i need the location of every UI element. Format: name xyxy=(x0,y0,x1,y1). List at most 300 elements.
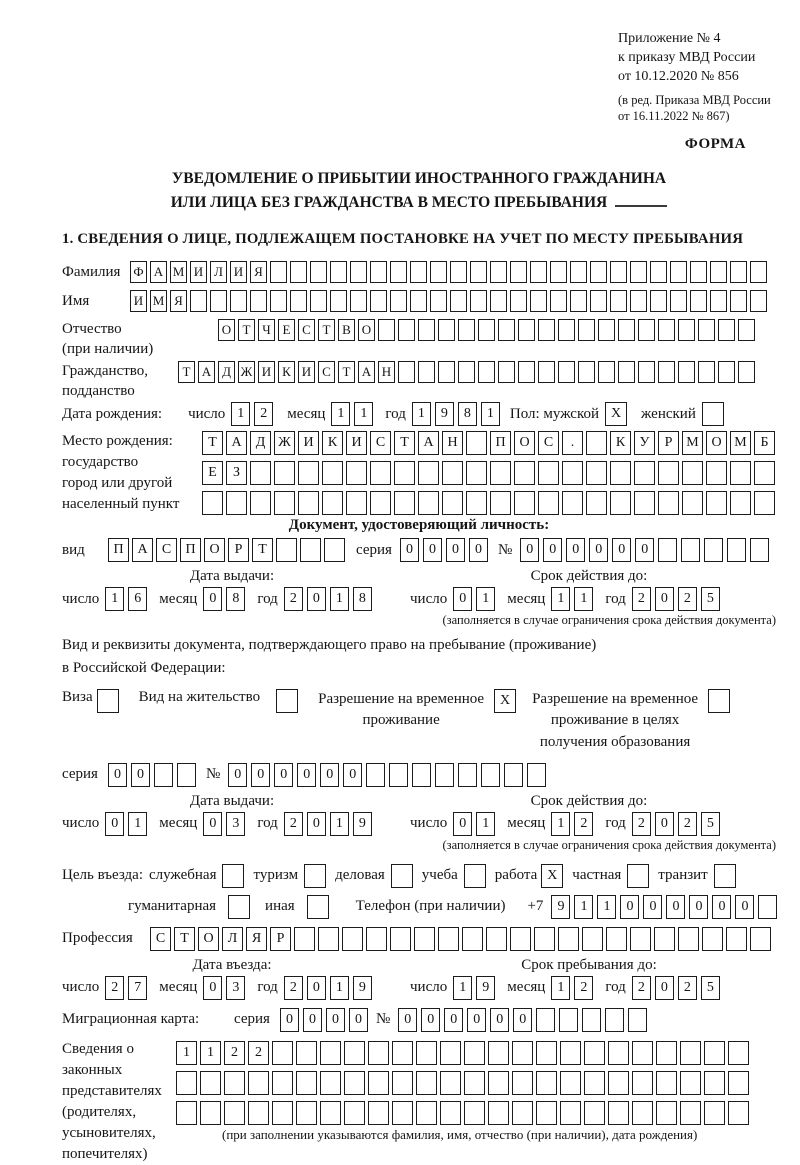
char-cell[interactable] xyxy=(296,1101,317,1125)
char-cell[interactable] xyxy=(298,491,319,515)
char-cell[interactable] xyxy=(410,290,427,312)
char-cell[interactable]: 1 xyxy=(597,895,616,919)
char-cell[interactable] xyxy=(558,319,575,341)
char-cell[interactable]: 0 xyxy=(589,538,608,562)
char-cell[interactable] xyxy=(498,361,515,383)
char-cell[interactable]: 0 xyxy=(108,763,127,787)
char-cell[interactable] xyxy=(514,461,535,485)
char-cell[interactable]: 0 xyxy=(712,895,731,919)
char-cell[interactable] xyxy=(730,261,747,283)
char-cell[interactable] xyxy=(190,290,207,312)
char-cell[interactable]: 8 xyxy=(353,587,372,611)
char-cell[interactable] xyxy=(656,1071,677,1095)
char-cell[interactable] xyxy=(558,361,575,383)
char-cell[interactable]: 0 xyxy=(131,763,150,787)
char-cell[interactable] xyxy=(584,1071,605,1095)
char-cell[interactable]: Т xyxy=(338,361,355,383)
purpose-other-checkbox[interactable] xyxy=(307,895,329,919)
char-cell[interactable]: Л xyxy=(210,261,227,283)
char-cell[interactable] xyxy=(730,461,751,485)
char-cell[interactable] xyxy=(368,1071,389,1095)
char-cell[interactable] xyxy=(632,1041,653,1065)
char-cell[interactable]: 0 xyxy=(444,1008,463,1032)
char-cell[interactable] xyxy=(590,261,607,283)
char-cell[interactable] xyxy=(270,261,287,283)
char-cell[interactable] xyxy=(224,1101,245,1125)
char-cell[interactable] xyxy=(177,763,196,787)
char-cell[interactable]: 1 xyxy=(551,587,570,611)
char-cell[interactable]: 0 xyxy=(203,812,222,836)
char-cell[interactable] xyxy=(296,1071,317,1095)
char-cell[interactable] xyxy=(514,491,535,515)
char-cell[interactable]: М xyxy=(150,290,167,312)
char-cell[interactable] xyxy=(586,461,607,485)
char-cell[interactable]: 2 xyxy=(254,402,273,426)
char-cell[interactable] xyxy=(586,431,607,455)
char-cell[interactable] xyxy=(598,319,615,341)
char-cell[interactable] xyxy=(366,763,385,787)
char-cell[interactable] xyxy=(274,461,295,485)
char-cell[interactable]: М xyxy=(170,261,187,283)
char-cell[interactable] xyxy=(728,1041,749,1065)
char-cell[interactable] xyxy=(346,461,367,485)
char-cell[interactable] xyxy=(678,319,695,341)
char-cell[interactable] xyxy=(536,1041,557,1065)
char-cell[interactable] xyxy=(488,1041,509,1065)
char-cell[interactable] xyxy=(656,1041,677,1065)
char-cell[interactable] xyxy=(638,319,655,341)
char-cell[interactable] xyxy=(318,927,339,951)
char-cell[interactable] xyxy=(154,763,173,787)
char-cell[interactable] xyxy=(630,927,651,951)
char-cell[interactable] xyxy=(342,927,363,951)
char-cell[interactable]: 0 xyxy=(203,976,222,1000)
char-cell[interactable]: 9 xyxy=(353,812,372,836)
char-cell[interactable]: 0 xyxy=(326,1008,345,1032)
char-cell[interactable] xyxy=(310,261,327,283)
char-cell[interactable] xyxy=(250,461,271,485)
char-cell[interactable]: П xyxy=(108,538,129,562)
char-cell[interactable] xyxy=(370,261,387,283)
char-cell[interactable]: И xyxy=(130,290,147,312)
char-cell[interactable] xyxy=(698,361,715,383)
char-cell[interactable]: 1 xyxy=(453,976,472,1000)
char-cell[interactable] xyxy=(346,491,367,515)
char-cell[interactable] xyxy=(230,290,247,312)
char-cell[interactable] xyxy=(610,491,631,515)
char-cell[interactable] xyxy=(322,461,343,485)
char-cell[interactable] xyxy=(464,1071,485,1095)
char-cell[interactable]: 0 xyxy=(513,1008,532,1032)
char-cell[interactable] xyxy=(632,1101,653,1125)
char-cell[interactable]: 0 xyxy=(543,538,562,562)
char-cell[interactable] xyxy=(466,491,487,515)
visa-checkbox[interactable] xyxy=(97,689,119,713)
char-cell[interactable]: 0 xyxy=(453,812,472,836)
char-cell[interactable] xyxy=(368,1041,389,1065)
char-cell[interactable] xyxy=(272,1071,293,1095)
char-cell[interactable]: 8 xyxy=(458,402,477,426)
char-cell[interactable]: 2 xyxy=(632,812,651,836)
char-cell[interactable] xyxy=(562,491,583,515)
char-cell[interactable] xyxy=(442,491,463,515)
char-cell[interactable]: 9 xyxy=(435,402,454,426)
char-cell[interactable]: 1 xyxy=(551,812,570,836)
char-cell[interactable] xyxy=(290,261,307,283)
char-cell[interactable] xyxy=(670,290,687,312)
char-cell[interactable]: 7 xyxy=(128,976,147,1000)
char-cell[interactable]: Я xyxy=(250,261,267,283)
char-cell[interactable] xyxy=(638,361,655,383)
char-cell[interactable] xyxy=(330,290,347,312)
char-cell[interactable]: 0 xyxy=(666,895,685,919)
purpose-private-checkbox[interactable] xyxy=(627,864,649,888)
char-cell[interactable]: 0 xyxy=(423,538,442,562)
char-cell[interactable] xyxy=(730,491,751,515)
char-cell[interactable] xyxy=(320,1101,341,1125)
char-cell[interactable] xyxy=(430,261,447,283)
char-cell[interactable]: 0 xyxy=(655,812,674,836)
char-cell[interactable] xyxy=(650,290,667,312)
char-cell[interactable]: К xyxy=(322,431,343,455)
purpose-work-checkbox[interactable]: X xyxy=(541,864,563,888)
char-cell[interactable] xyxy=(678,927,699,951)
char-cell[interactable] xyxy=(224,1071,245,1095)
char-cell[interactable]: 1 xyxy=(476,587,495,611)
char-cell[interactable]: 0 xyxy=(307,976,326,1000)
char-cell[interactable] xyxy=(510,290,527,312)
char-cell[interactable] xyxy=(370,461,391,485)
char-cell[interactable]: 2 xyxy=(632,976,651,1000)
char-cell[interactable]: 0 xyxy=(228,763,247,787)
char-cell[interactable] xyxy=(538,361,555,383)
char-cell[interactable] xyxy=(290,290,307,312)
char-cell[interactable]: 1 xyxy=(176,1041,197,1065)
char-cell[interactable] xyxy=(438,319,455,341)
char-cell[interactable]: 1 xyxy=(330,812,349,836)
char-cell[interactable]: 0 xyxy=(689,895,708,919)
char-cell[interactable] xyxy=(550,261,567,283)
char-cell[interactable]: Е xyxy=(202,461,223,485)
char-cell[interactable] xyxy=(498,319,515,341)
char-cell[interactable] xyxy=(490,491,511,515)
char-cell[interactable] xyxy=(418,361,435,383)
char-cell[interactable]: А xyxy=(418,431,439,455)
char-cell[interactable]: 0 xyxy=(297,763,316,787)
char-cell[interactable] xyxy=(704,1101,725,1125)
char-cell[interactable] xyxy=(248,1071,269,1095)
char-cell[interactable]: В xyxy=(338,319,355,341)
char-cell[interactable]: Я xyxy=(246,927,267,951)
char-cell[interactable] xyxy=(512,1071,533,1095)
char-cell[interactable] xyxy=(560,1101,581,1125)
char-cell[interactable] xyxy=(682,491,703,515)
char-cell[interactable] xyxy=(418,491,439,515)
char-cell[interactable] xyxy=(630,290,647,312)
char-cell[interactable]: 0 xyxy=(612,538,631,562)
char-cell[interactable]: И xyxy=(298,431,319,455)
char-cell[interactable] xyxy=(618,319,635,341)
char-cell[interactable]: 1 xyxy=(574,895,593,919)
char-cell[interactable]: О xyxy=(198,927,219,951)
char-cell[interactable] xyxy=(690,261,707,283)
char-cell[interactable]: 2 xyxy=(632,587,651,611)
char-cell[interactable] xyxy=(560,1071,581,1095)
char-cell[interactable]: И xyxy=(190,261,207,283)
char-cell[interactable] xyxy=(658,361,675,383)
char-cell[interactable]: 0 xyxy=(520,538,539,562)
char-cell[interactable] xyxy=(200,1071,221,1095)
char-cell[interactable] xyxy=(320,1071,341,1095)
char-cell[interactable]: 1 xyxy=(354,402,373,426)
char-cell[interactable]: 0 xyxy=(320,763,339,787)
char-cell[interactable]: 0 xyxy=(251,763,270,787)
char-cell[interactable] xyxy=(750,261,767,283)
char-cell[interactable] xyxy=(704,1071,725,1095)
purpose-study-checkbox[interactable] xyxy=(464,864,486,888)
char-cell[interactable]: С xyxy=(370,431,391,455)
char-cell[interactable]: 0 xyxy=(203,587,222,611)
char-cell[interactable] xyxy=(710,261,727,283)
char-cell[interactable]: 8 xyxy=(226,587,245,611)
char-cell[interactable] xyxy=(582,927,603,951)
char-cell[interactable]: Я xyxy=(170,290,187,312)
char-cell[interactable] xyxy=(294,927,315,951)
char-cell[interactable] xyxy=(324,538,345,562)
char-cell[interactable] xyxy=(618,361,635,383)
char-cell[interactable] xyxy=(398,319,415,341)
char-cell[interactable]: Д xyxy=(250,431,271,455)
char-cell[interactable] xyxy=(458,319,475,341)
char-cell[interactable] xyxy=(470,290,487,312)
char-cell[interactable]: 3 xyxy=(226,812,245,836)
char-cell[interactable]: К xyxy=(610,431,631,455)
char-cell[interactable] xyxy=(394,461,415,485)
char-cell[interactable] xyxy=(398,361,415,383)
char-cell[interactable] xyxy=(634,491,655,515)
char-cell[interactable] xyxy=(726,927,747,951)
char-cell[interactable] xyxy=(416,1101,437,1125)
char-cell[interactable]: И xyxy=(258,361,275,383)
char-cell[interactable]: 0 xyxy=(643,895,662,919)
char-cell[interactable]: О xyxy=(204,538,225,562)
char-cell[interactable] xyxy=(458,763,477,787)
char-cell[interactable] xyxy=(202,491,223,515)
sex-female-checkbox[interactable] xyxy=(702,402,724,426)
char-cell[interactable]: И xyxy=(230,261,247,283)
char-cell[interactable] xyxy=(466,461,487,485)
char-cell[interactable] xyxy=(368,1101,389,1125)
char-cell[interactable] xyxy=(458,361,475,383)
char-cell[interactable] xyxy=(504,763,523,787)
char-cell[interactable] xyxy=(538,319,555,341)
char-cell[interactable] xyxy=(538,491,559,515)
char-cell[interactable] xyxy=(590,290,607,312)
char-cell[interactable] xyxy=(550,290,567,312)
char-cell[interactable]: 0 xyxy=(400,538,419,562)
char-cell[interactable] xyxy=(200,1101,221,1125)
char-cell[interactable] xyxy=(392,1101,413,1125)
char-cell[interactable]: 1 xyxy=(128,812,147,836)
char-cell[interactable]: Р xyxy=(658,431,679,455)
char-cell[interactable] xyxy=(628,1008,647,1032)
char-cell[interactable]: 2 xyxy=(678,976,697,1000)
char-cell[interactable]: О xyxy=(218,319,235,341)
char-cell[interactable] xyxy=(210,290,227,312)
char-cell[interactable] xyxy=(176,1101,197,1125)
char-cell[interactable] xyxy=(728,1101,749,1125)
char-cell[interactable] xyxy=(450,261,467,283)
char-cell[interactable]: 1 xyxy=(476,812,495,836)
char-cell[interactable]: 1 xyxy=(330,976,349,1000)
char-cell[interactable]: Ж xyxy=(238,361,255,383)
char-cell[interactable] xyxy=(536,1071,557,1095)
char-cell[interactable] xyxy=(510,261,527,283)
char-cell[interactable] xyxy=(702,927,723,951)
char-cell[interactable]: 0 xyxy=(635,538,654,562)
char-cell[interactable]: С xyxy=(298,319,315,341)
char-cell[interactable]: 1 xyxy=(481,402,500,426)
char-cell[interactable]: 0 xyxy=(280,1008,299,1032)
char-cell[interactable]: 1 xyxy=(331,402,350,426)
char-cell[interactable]: Р xyxy=(228,538,249,562)
char-cell[interactable] xyxy=(344,1071,365,1095)
char-cell[interactable]: Н xyxy=(442,431,463,455)
char-cell[interactable] xyxy=(718,361,735,383)
char-cell[interactable] xyxy=(226,491,247,515)
char-cell[interactable]: 0 xyxy=(398,1008,417,1032)
char-cell[interactable]: О xyxy=(514,431,535,455)
char-cell[interactable] xyxy=(658,538,677,562)
char-cell[interactable] xyxy=(690,290,707,312)
char-cell[interactable]: . xyxy=(562,431,583,455)
char-cell[interactable]: 2 xyxy=(678,587,697,611)
char-cell[interactable] xyxy=(598,361,615,383)
char-cell[interactable] xyxy=(754,491,775,515)
char-cell[interactable] xyxy=(418,319,435,341)
char-cell[interactable]: П xyxy=(490,431,511,455)
char-cell[interactable] xyxy=(370,290,387,312)
char-cell[interactable] xyxy=(392,1071,413,1095)
char-cell[interactable] xyxy=(534,927,555,951)
char-cell[interactable]: А xyxy=(132,538,153,562)
char-cell[interactable]: 1 xyxy=(330,587,349,611)
char-cell[interactable]: 5 xyxy=(701,812,720,836)
char-cell[interactable] xyxy=(610,261,627,283)
purpose-commercial-checkbox[interactable] xyxy=(391,864,413,888)
char-cell[interactable] xyxy=(412,763,431,787)
char-cell[interactable]: 3 xyxy=(226,976,245,1000)
char-cell[interactable] xyxy=(490,261,507,283)
char-cell[interactable]: Т xyxy=(252,538,273,562)
char-cell[interactable]: Ч xyxy=(258,319,275,341)
char-cell[interactable]: 0 xyxy=(453,587,472,611)
char-cell[interactable]: 1 xyxy=(200,1041,221,1065)
char-cell[interactable]: М xyxy=(682,431,703,455)
char-cell[interactable] xyxy=(706,491,727,515)
char-cell[interactable] xyxy=(462,927,483,951)
char-cell[interactable] xyxy=(310,290,327,312)
char-cell[interactable]: 9 xyxy=(353,976,372,1000)
char-cell[interactable] xyxy=(416,1071,437,1095)
char-cell[interactable] xyxy=(478,319,495,341)
char-cell[interactable] xyxy=(680,1101,701,1125)
char-cell[interactable]: 0 xyxy=(469,538,488,562)
char-cell[interactable] xyxy=(608,1041,629,1065)
char-cell[interactable] xyxy=(610,290,627,312)
char-cell[interactable] xyxy=(536,1101,557,1125)
char-cell[interactable]: 2 xyxy=(284,812,303,836)
char-cell[interactable]: 0 xyxy=(421,1008,440,1032)
char-cell[interactable] xyxy=(370,491,391,515)
char-cell[interactable]: 0 xyxy=(349,1008,368,1032)
char-cell[interactable]: 1 xyxy=(412,402,431,426)
char-cell[interactable] xyxy=(680,1071,701,1095)
char-cell[interactable] xyxy=(704,1041,725,1065)
char-cell[interactable]: 9 xyxy=(476,976,495,1000)
char-cell[interactable] xyxy=(435,763,454,787)
char-cell[interactable] xyxy=(274,491,295,515)
char-cell[interactable]: 0 xyxy=(303,1008,322,1032)
char-cell[interactable]: К xyxy=(278,361,295,383)
char-cell[interactable]: Е xyxy=(278,319,295,341)
char-cell[interactable] xyxy=(440,1041,461,1065)
char-cell[interactable] xyxy=(176,1071,197,1095)
char-cell[interactable] xyxy=(486,927,507,951)
char-cell[interactable] xyxy=(706,461,727,485)
char-cell[interactable]: Б xyxy=(754,431,775,455)
char-cell[interactable]: 5 xyxy=(701,976,720,1000)
char-cell[interactable]: 9 xyxy=(551,895,570,919)
char-cell[interactable] xyxy=(298,461,319,485)
char-cell[interactable] xyxy=(478,361,495,383)
char-cell[interactable]: 1 xyxy=(574,587,593,611)
char-cell[interactable] xyxy=(530,290,547,312)
char-cell[interactable]: Т xyxy=(318,319,335,341)
char-cell[interactable] xyxy=(738,319,755,341)
temp-permit-checkbox[interactable]: X xyxy=(494,689,516,713)
char-cell[interactable] xyxy=(584,1101,605,1125)
char-cell[interactable]: У xyxy=(634,431,655,455)
residence-permit-checkbox[interactable] xyxy=(276,689,298,713)
char-cell[interactable]: З xyxy=(226,461,247,485)
char-cell[interactable] xyxy=(330,261,347,283)
char-cell[interactable] xyxy=(605,1008,624,1032)
char-cell[interactable] xyxy=(470,261,487,283)
char-cell[interactable] xyxy=(738,361,755,383)
char-cell[interactable] xyxy=(538,461,559,485)
char-cell[interactable]: О xyxy=(358,319,375,341)
char-cell[interactable] xyxy=(578,361,595,383)
char-cell[interactable]: Т xyxy=(238,319,255,341)
char-cell[interactable] xyxy=(464,1101,485,1125)
char-cell[interactable] xyxy=(512,1101,533,1125)
char-cell[interactable]: 5 xyxy=(701,587,720,611)
char-cell[interactable]: 6 xyxy=(128,587,147,611)
char-cell[interactable]: Т xyxy=(394,431,415,455)
char-cell[interactable]: М xyxy=(730,431,751,455)
edu-permit-checkbox[interactable] xyxy=(708,689,730,713)
char-cell[interactable] xyxy=(606,927,627,951)
char-cell[interactable]: 1 xyxy=(105,587,124,611)
purpose-humanitarian-checkbox[interactable] xyxy=(228,895,250,919)
char-cell[interactable] xyxy=(410,261,427,283)
char-cell[interactable] xyxy=(754,461,775,485)
char-cell[interactable] xyxy=(704,538,723,562)
char-cell[interactable] xyxy=(344,1041,365,1065)
char-cell[interactable]: 0 xyxy=(307,812,326,836)
char-cell[interactable] xyxy=(710,290,727,312)
